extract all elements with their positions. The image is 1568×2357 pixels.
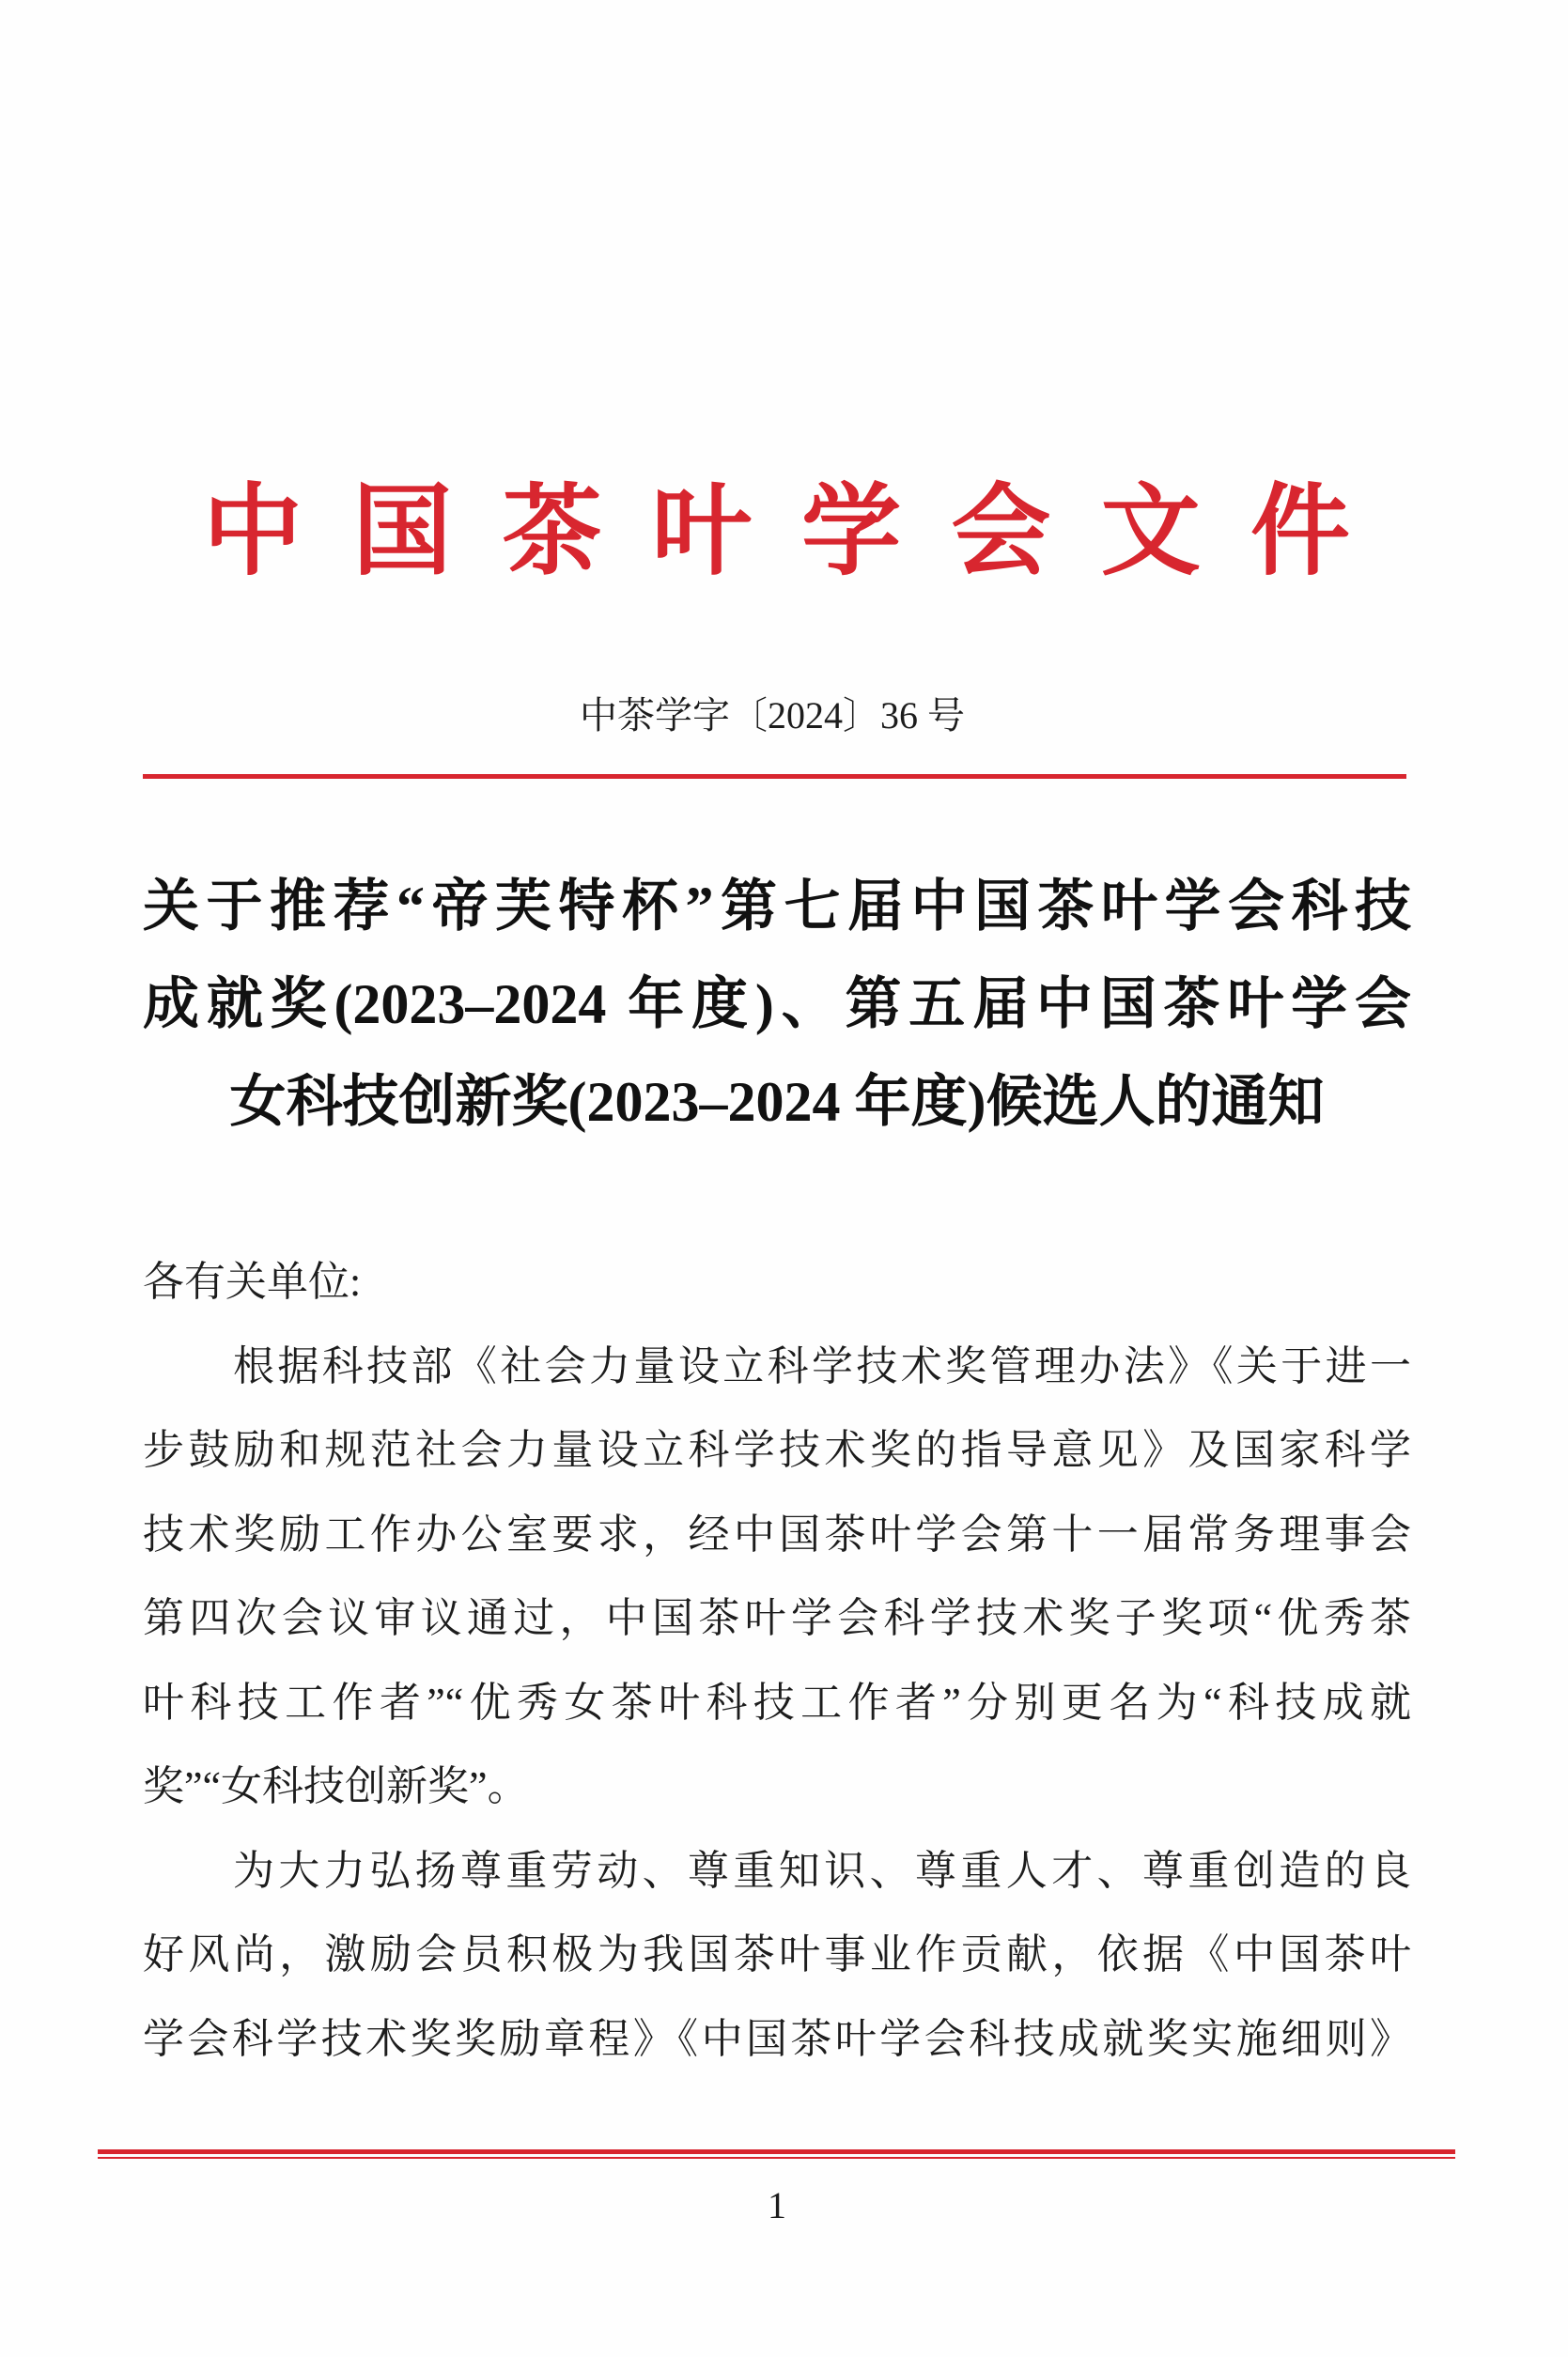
body-line: 奖”“女科技创新奖”。 <box>143 1763 529 1809</box>
title-line: 成就奖(2023–2024 年度)、第五届中国茶叶学会 <box>143 973 1411 1035</box>
document-number: 中茶学字〔2024〕36 号 <box>580 694 965 737</box>
body-line: 步鼓励和规范社会力量设立科学技术奖的指导意见》及国家科学 <box>143 1427 1411 1473</box>
title-line: 女科技创新奖(2023–2024 年度)候选人的通知 <box>229 1071 1325 1133</box>
body-line: 叶科技工作者”“优秀女茶叶科技工作者”分别更名为“科技成就 <box>143 1679 1411 1726</box>
paragraph <box>143 1325 1411 1829</box>
document-body <box>143 1325 1411 2082</box>
body-line: 技术奖励工作办公室要求，经中国茶叶学会第十一届常务理事会 <box>143 1511 1411 1558</box>
paragraph <box>143 1829 1411 2082</box>
body-line: 学会科学技术奖奖励章程》《中国茶叶学会科技成就奖实施细则》 <box>143 2015 1411 2062</box>
body-line: 为大力弘扬尊重劳动、尊重知识、尊重人才、尊重创造的良 <box>233 1847 1411 1894</box>
body-line: 好风尚，激励会员积极为我国茶叶事业作贡献，依据《中国茶叶 <box>143 1931 1411 1977</box>
page-number: 1 <box>768 2184 786 2226</box>
footer-double-red-rule <box>98 2149 1455 2159</box>
salutation: 各有关单位: <box>143 1259 362 1305</box>
title-line: 关于推荐“帝芙特杯”第七届中国茶叶学会科技 <box>143 876 1411 938</box>
header-red-rule <box>143 774 1406 779</box>
body-line: 根据科技部《社会力量设立科学技术奖管理办法》《关于进一 <box>233 1342 1411 1389</box>
body-line: 第四次会议审议通过，中国茶叶学会科学技术奖子奖项“优秀茶 <box>143 1595 1411 1641</box>
org-document-header: 中国茶叶学会文件 <box>203 477 1350 587</box>
document-title <box>143 858 1411 1151</box>
